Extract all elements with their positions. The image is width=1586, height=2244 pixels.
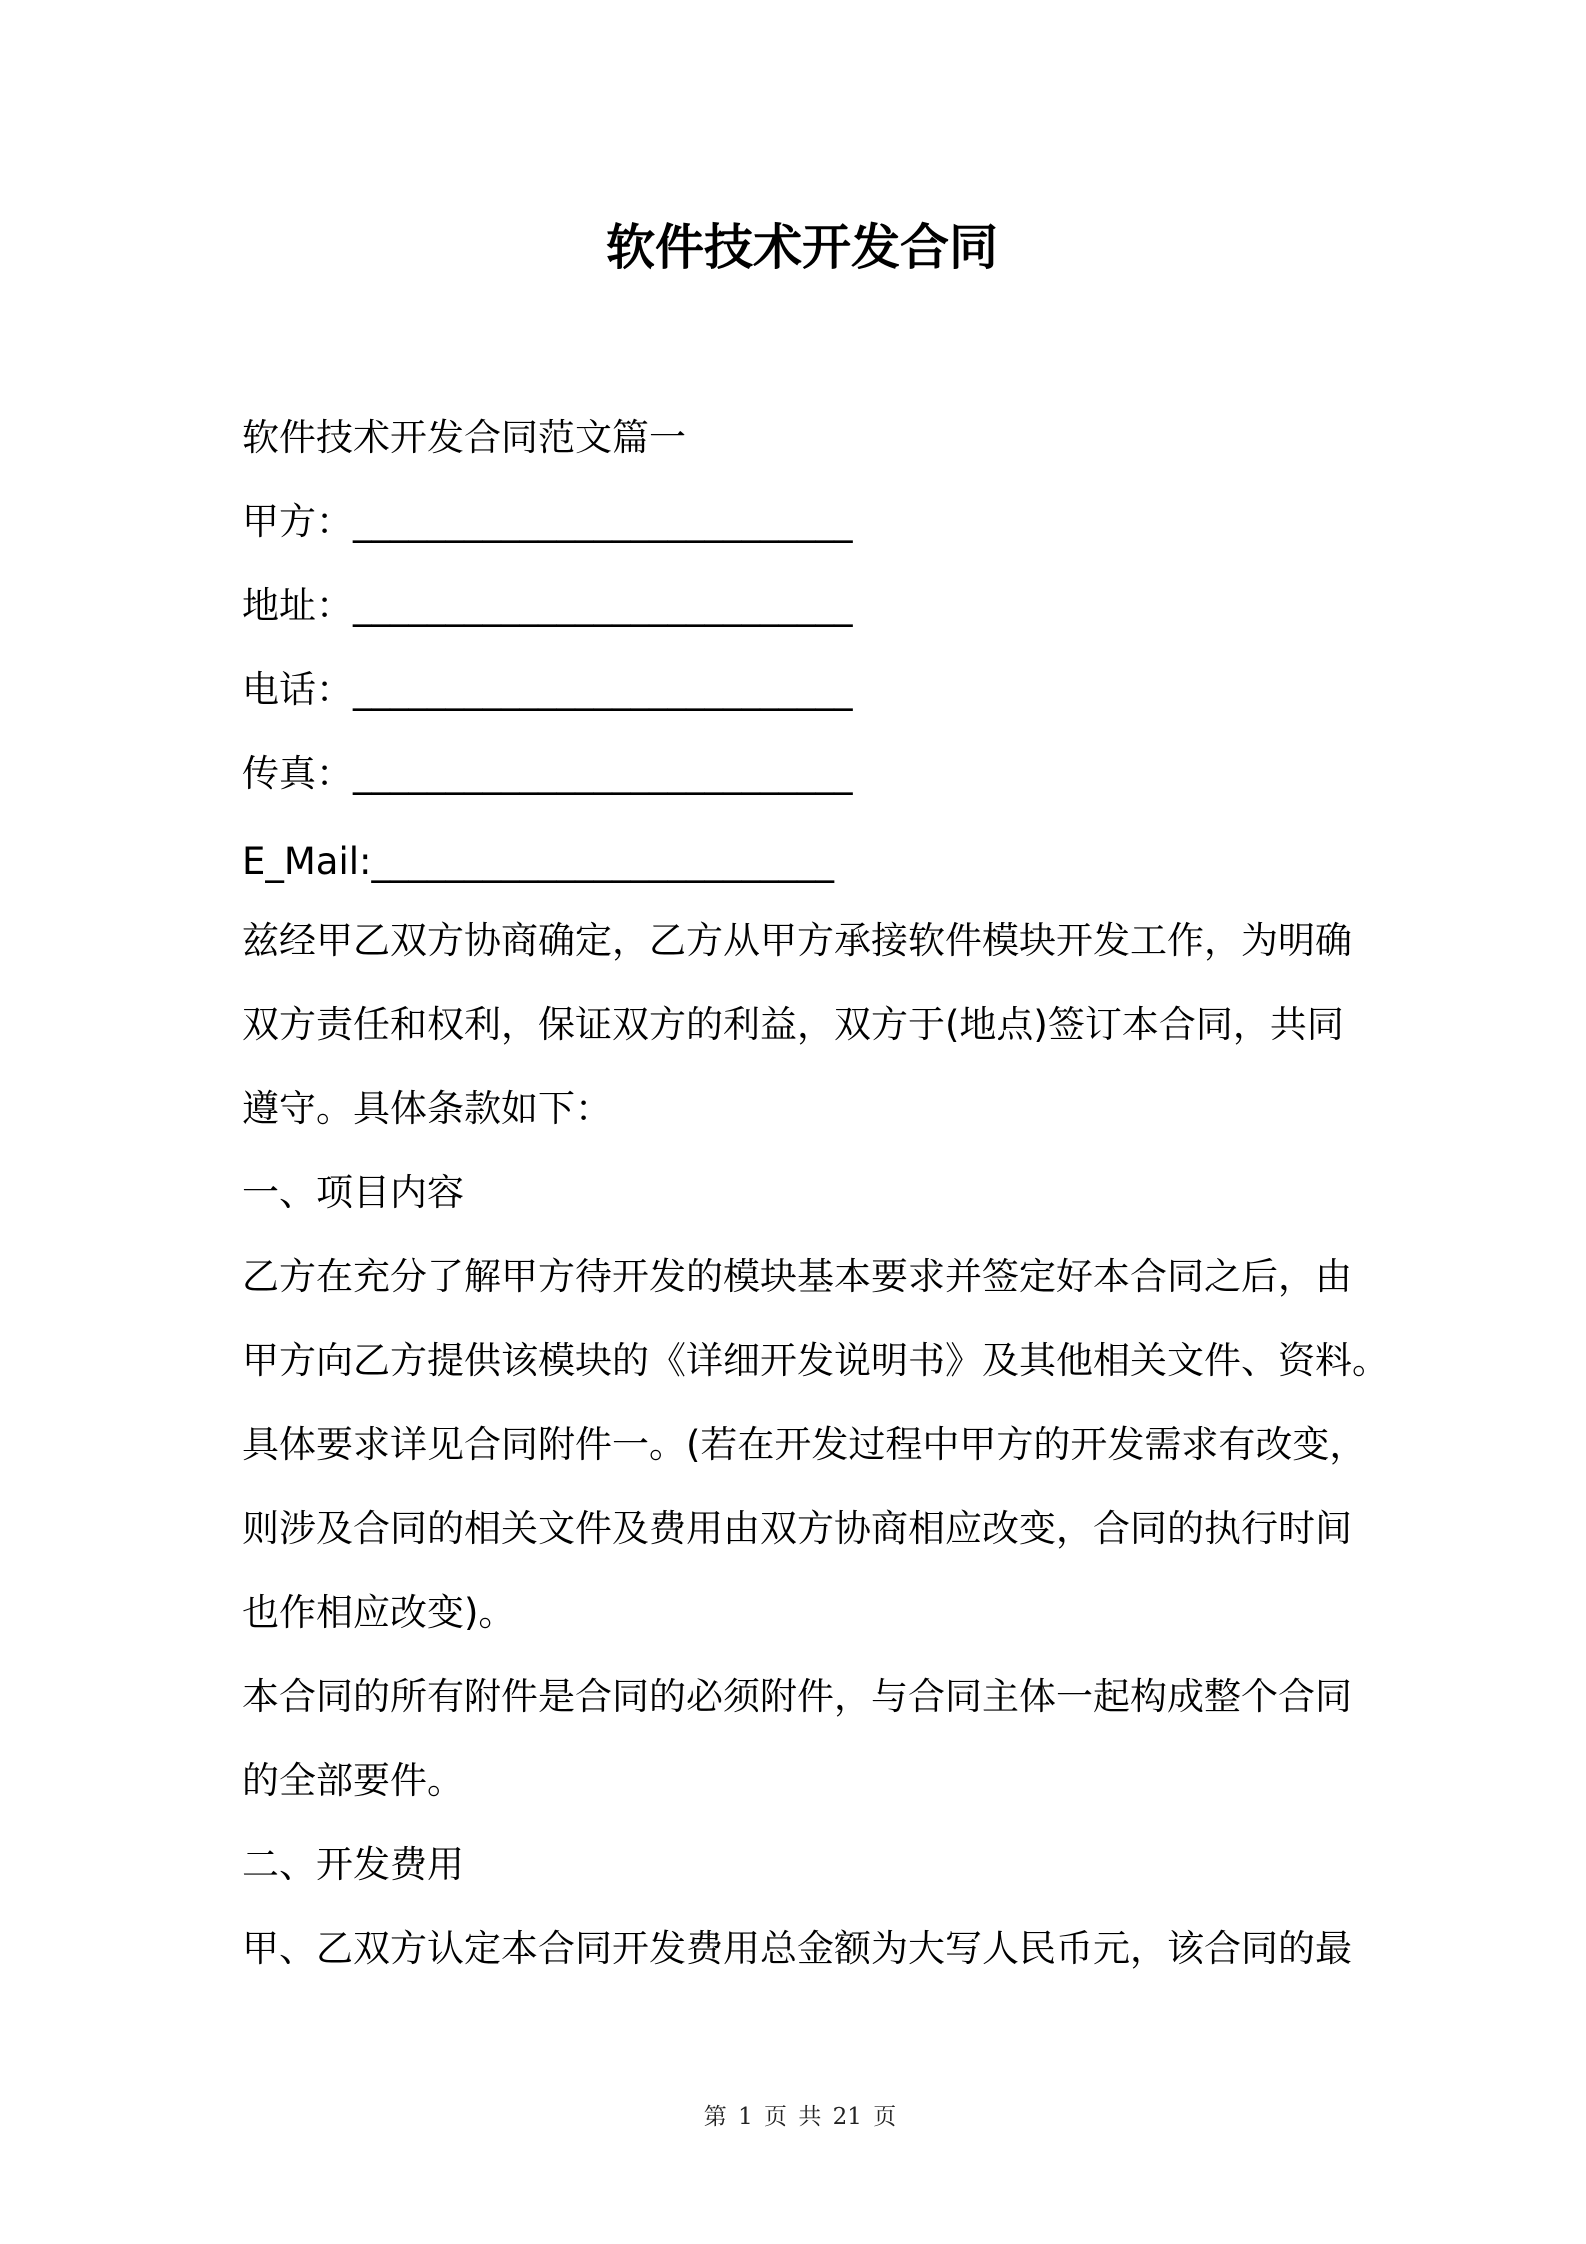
paragraph-line: 遵守。具体条款如下： xyxy=(242,1087,612,1130)
page-number-footer: 第 1 页 共 21 页 xyxy=(703,2104,897,2130)
section-heading: 一、项目内容 xyxy=(242,1171,464,1214)
paragraph-line: 的全部要件。 xyxy=(242,1759,464,1802)
paragraph-line: 具体要求详见合同附件一。(若在开发过程中甲方的开发需求有改变， xyxy=(242,1423,1367,1466)
address-field: 地址：___________________________ xyxy=(242,584,853,627)
fax-field: 传真：___________________________ xyxy=(242,752,853,795)
subtitle: 软件技术开发合同范文篇一 xyxy=(242,416,686,459)
paragraph-line: 甲方向乙方提供该模块的《详细开发说明书》及其他相关文件、资料。 xyxy=(242,1339,1389,1382)
paragraph-line: 甲、乙双方认定本合同开发费用总金额为大写人民币元，该合同的最 xyxy=(242,1927,1352,1970)
section-heading: 二、开发费用 xyxy=(242,1843,464,1886)
phone-field: 电话：___________________________ xyxy=(242,668,853,711)
paragraph-line: 兹经甲乙双方协商确定，乙方从甲方承接软件模块开发工作，为明确 xyxy=(242,919,1352,962)
paragraph-line: 乙方在充分了解甲方待开发的模块基本要求并签定好本合同之后，由 xyxy=(242,1255,1352,1298)
paragraph-line: 则涉及合同的相关文件及费用由双方协商相应改变，合同的执行时间 xyxy=(242,1507,1352,1550)
paragraph-line: 也作相应改变)。 xyxy=(242,1591,516,1634)
email-field: E_Mail:_________________________ xyxy=(242,840,834,883)
document-title: 软件技术开发合同 xyxy=(605,219,998,276)
paragraph-line: 本合同的所有附件是合同的必须附件，与合同主体一起构成整个合同 xyxy=(242,1675,1352,1718)
party-a-field: 甲方：___________________________ xyxy=(242,500,853,543)
paragraph-line: 双方责任和权利，保证双方的利益，双方于(地点)签订本合同，共同 xyxy=(242,1003,1344,1046)
